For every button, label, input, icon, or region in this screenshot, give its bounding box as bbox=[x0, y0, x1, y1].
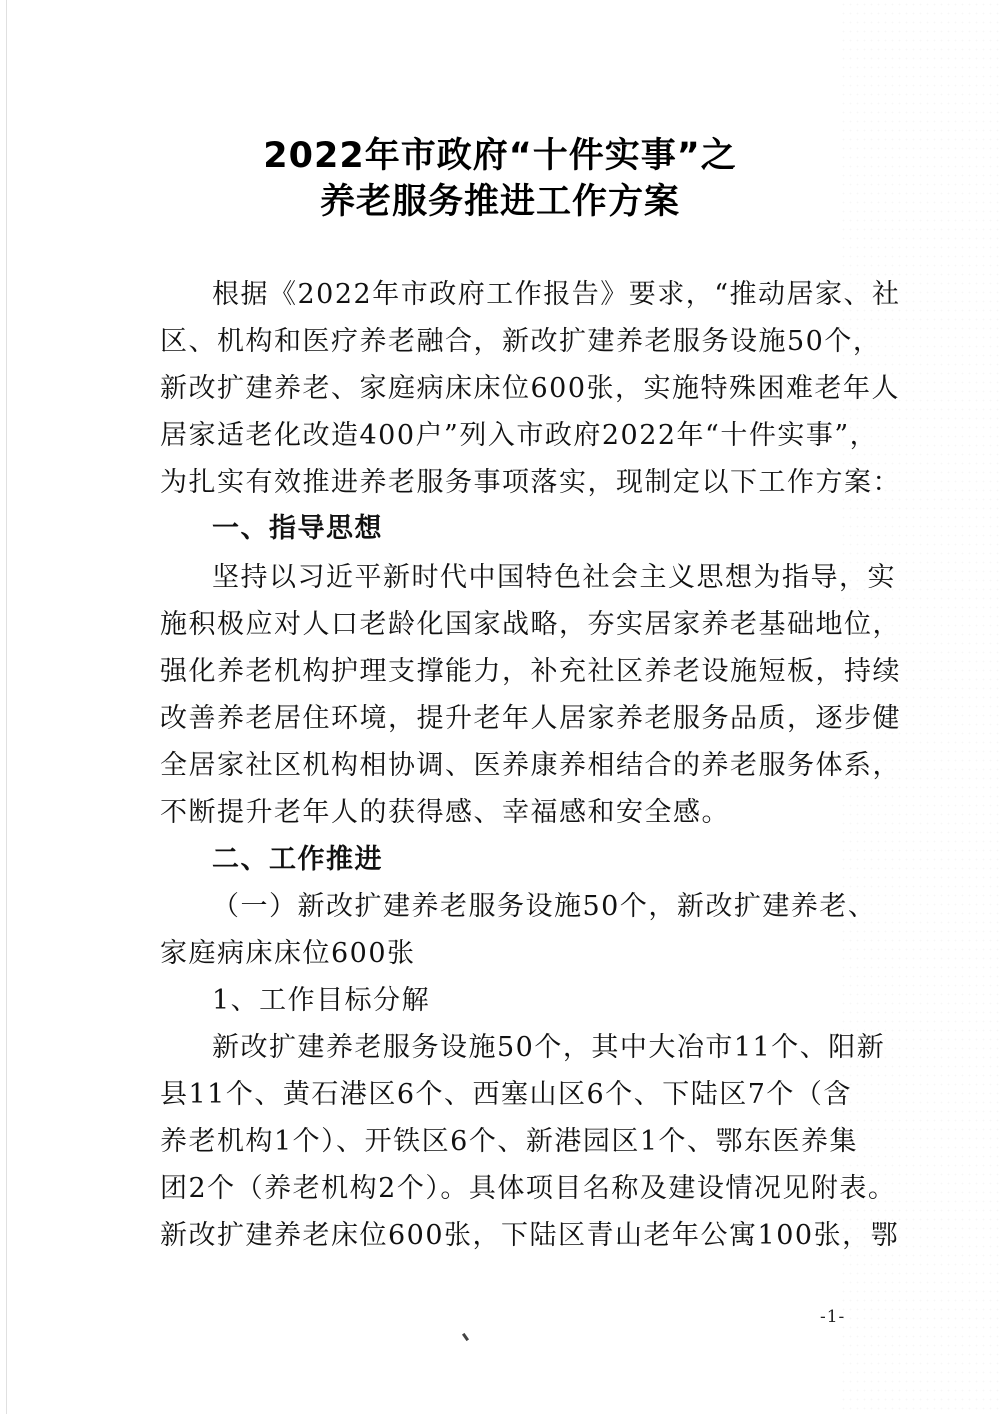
page-number: -1- bbox=[820, 1307, 846, 1327]
section1-line: 施积极应对人口老龄化国家战略，夯实居家养老基础地位， bbox=[160, 609, 901, 640]
item1-line: 新改扩建养老服务设施50个，其中大冶市11个、阳新 bbox=[212, 1032, 886, 1063]
intro-line: 为扎实有效推进养老服务事项落实，现制定以下工作方案： bbox=[160, 467, 901, 498]
item1-line: 养老机构1个）、开铁区6个、新港园区1个、鄂东医养集 bbox=[160, 1126, 859, 1157]
item1-line: 县11个、黄石港区6个、西塞山区6个、下陆区7个（含 bbox=[160, 1079, 852, 1110]
document-title-line-2: 养老服务推进工作方案 bbox=[319, 182, 680, 222]
section-heading: 一、指导思想 bbox=[212, 513, 383, 544]
section1-line: 坚持以习近平新时代中国特色社会主义思想为指导，实 bbox=[212, 562, 896, 593]
section1-line: 强化养老机构护理支撑能力，补充社区养老设施短板，持续 bbox=[160, 656, 901, 687]
item1-line: 新改扩建养老床位600张，下陆区青山老年公寓100张，鄂 bbox=[160, 1220, 900, 1251]
subsection-title-line: 家庭病床床位600张 bbox=[160, 938, 416, 969]
scan-speck bbox=[462, 1333, 469, 1341]
section1-line: 不断提升老年人的获得感、幸福感和安全感。 bbox=[160, 797, 730, 828]
item-heading: 1、工作目标分解 bbox=[212, 985, 431, 1016]
intro-line: 根据《2022年市政府工作报告》要求，“推动居家、社 bbox=[212, 279, 901, 310]
intro-line: 居家适老化改造400户”列入市政府2022年“十件实事”， bbox=[160, 420, 879, 451]
document-title-line-1: 2022年市政府“十件实事”之 bbox=[263, 136, 737, 176]
section1-line: 改善养老居住环境，提升老年人居家养老服务品质，逐步健 bbox=[160, 703, 901, 734]
item1-line: 团2个（养老机构2个）。具体项目名称及建设情况见附表。 bbox=[160, 1173, 897, 1204]
intro-line: 区、机构和医疗养老融合，新改扩建养老服务设施50个， bbox=[160, 326, 882, 357]
intro-line: 新改扩建养老、家庭病床床位600张，实施特殊困难老年人 bbox=[160, 373, 901, 404]
subsection-title-line: （一）新改扩建养老服务设施50个，新改扩建养老、 bbox=[212, 891, 877, 922]
section-heading: 二、工作推进 bbox=[212, 844, 383, 875]
section1-line: 全居家社区机构相协调、医养康养相结合的养老服务体系， bbox=[160, 750, 901, 781]
